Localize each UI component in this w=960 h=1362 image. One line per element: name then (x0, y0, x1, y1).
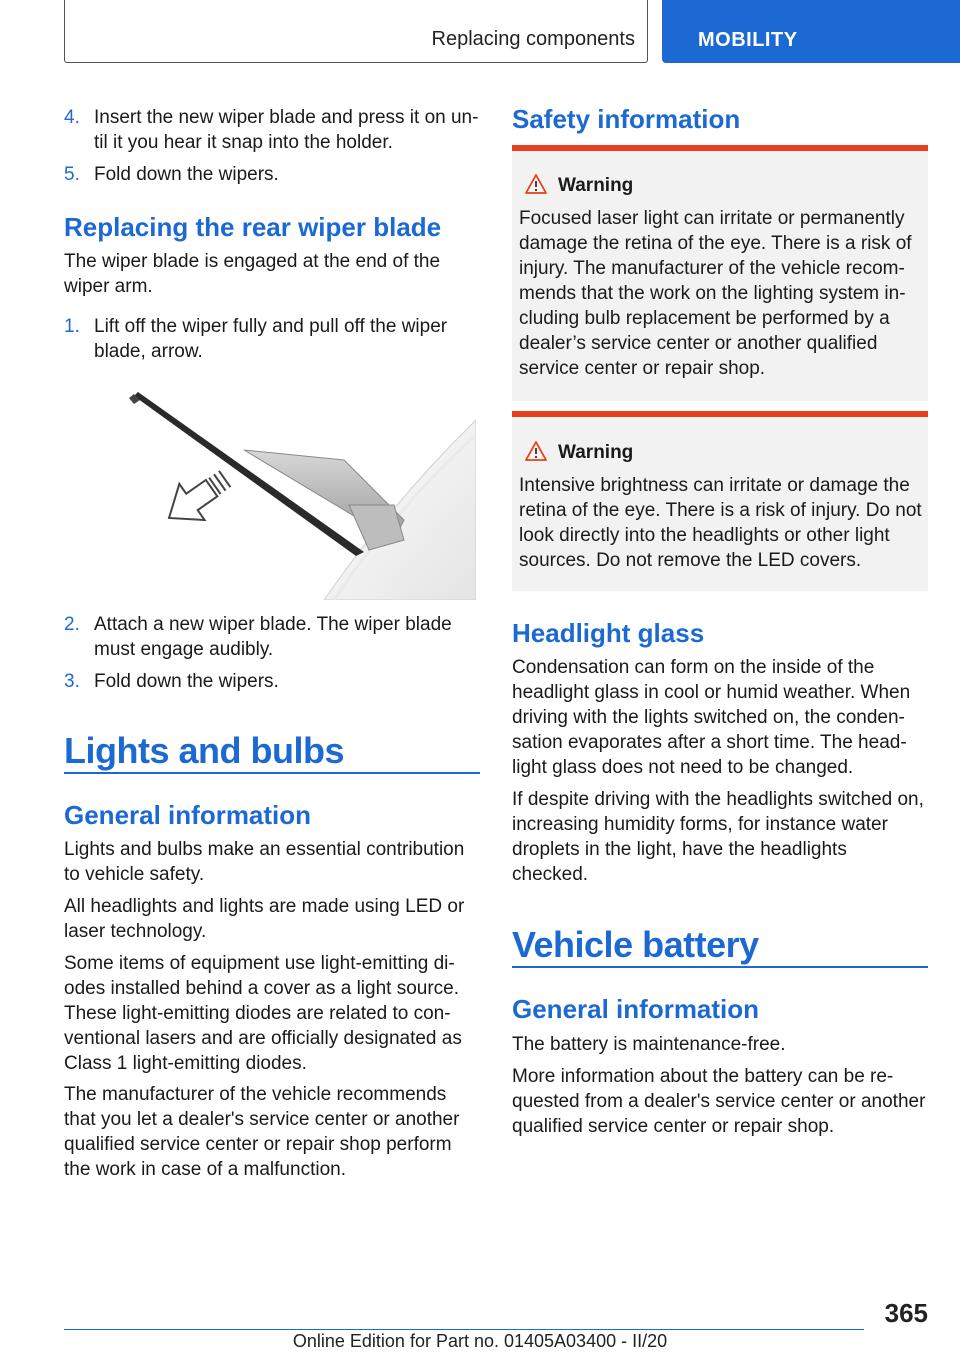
paragraph: Condensation can form on the inside of the headlight glass in cool or humid weather. When driving with the lights switched on, the conden-sation evaporates after a short time. The head-light glass does not need to be changed. (512, 657, 911, 778)
lights-heading: Lights and bulbs (64, 730, 344, 771)
warning-triangle-icon (524, 173, 548, 195)
section-title: Replacing components (431, 28, 635, 50)
step-text: Fold down the wipers. (94, 671, 279, 692)
heading-rule (64, 772, 480, 774)
safety-heading: Safety information (512, 104, 741, 134)
paragraph: The manufacturer of the vehicle recommends that you let a dealer's service center or another qualified service center or repair shop perform the work in case of a malfunction. (64, 1084, 460, 1180)
wiper-illustration (94, 380, 476, 600)
heading-rule (512, 966, 928, 968)
footer-rule (64, 1329, 864, 1330)
rear-wiper-intro: The wiper blade is engaged at the end of the wiper arm. (64, 251, 441, 297)
chapter-tab (662, 0, 960, 63)
page-number: 365 (884, 1298, 928, 1328)
list-item (64, 612, 480, 662)
step-text: Attach a new wiper blade. The wiper blade must engage audibly. (94, 614, 452, 660)
paragraph: Lights and bulbs make an essential contribution to vehicle safety. (64, 839, 465, 885)
paragraph: All headlights and lights are made using LED or laser technology. (64, 896, 465, 942)
paragraph: If despite driving with the headlights switched on, increasing humidity forms, for instance water droplets in the light, have the headlights checked. (512, 789, 924, 885)
warning-text: Intensive brightness can irritate or damage the retina of the eye. There is a risk of injury. Do not look directly into the headlights or other light sources. Do not remove the LED covers. (519, 475, 922, 571)
step-number: 3. (64, 671, 80, 692)
headlight-glass-heading: Headlight glass (512, 618, 705, 648)
paragraph: The battery is maintenance-free. (512, 1034, 786, 1055)
step-number: 5. (64, 164, 80, 185)
arrow-icon (156, 461, 237, 536)
warning-title: Warning (558, 175, 634, 196)
paragraph: More information about the battery can be re-quested from a dealer's service center or another qualified service center or repair shop. (512, 1066, 926, 1137)
warning-title: Warning (558, 442, 634, 463)
chapter-label: MOBILITY (698, 29, 798, 51)
battery-general-heading: General information (512, 994, 760, 1024)
general-info-heading: General information (64, 800, 312, 830)
step-number: 4. (64, 107, 80, 128)
warning-triangle-icon (524, 440, 548, 462)
warning-box (512, 145, 928, 401)
warning-box (512, 411, 928, 591)
step-text: Fold down the wipers. (94, 164, 279, 185)
list-item (64, 314, 480, 364)
running-header (64, 0, 648, 63)
vehicle-battery-heading: Vehicle battery (512, 924, 759, 965)
paragraph: Some items of equipment use light-emitting di-odes installed behind a cover as a light source. These light-emitting diodes are related to con-ventional lasers and are officially designated as Class 1 light-emitting diodes. (64, 953, 462, 1074)
step-text: Insert the new wiper blade and press it on un-til it you hear it snap into the holder. (94, 107, 479, 153)
step-number: 1. (64, 316, 80, 337)
warning-text: Focused laser light can irritate or permanently damage the retina of the eye. There is a risk of injury. The manufacturer of the vehicle recom-mends that the work on the lighting system in-cluding bulb replacement be performed by a dealer’s service center or another qualified service center or repair shop. (519, 208, 912, 379)
footer-edition: Online Edition for Part no. 01405A03400 - II/20 (292, 1331, 668, 1351)
list-item (64, 162, 480, 187)
step-number: 2. (64, 614, 80, 635)
list-item (64, 669, 480, 694)
rear-wiper-heading: Replacing the rear wiper blade (64, 212, 442, 242)
step-text: Lift off the wiper fully and pull off the wiper blade, arrow. (94, 316, 448, 362)
list-item (64, 105, 480, 155)
